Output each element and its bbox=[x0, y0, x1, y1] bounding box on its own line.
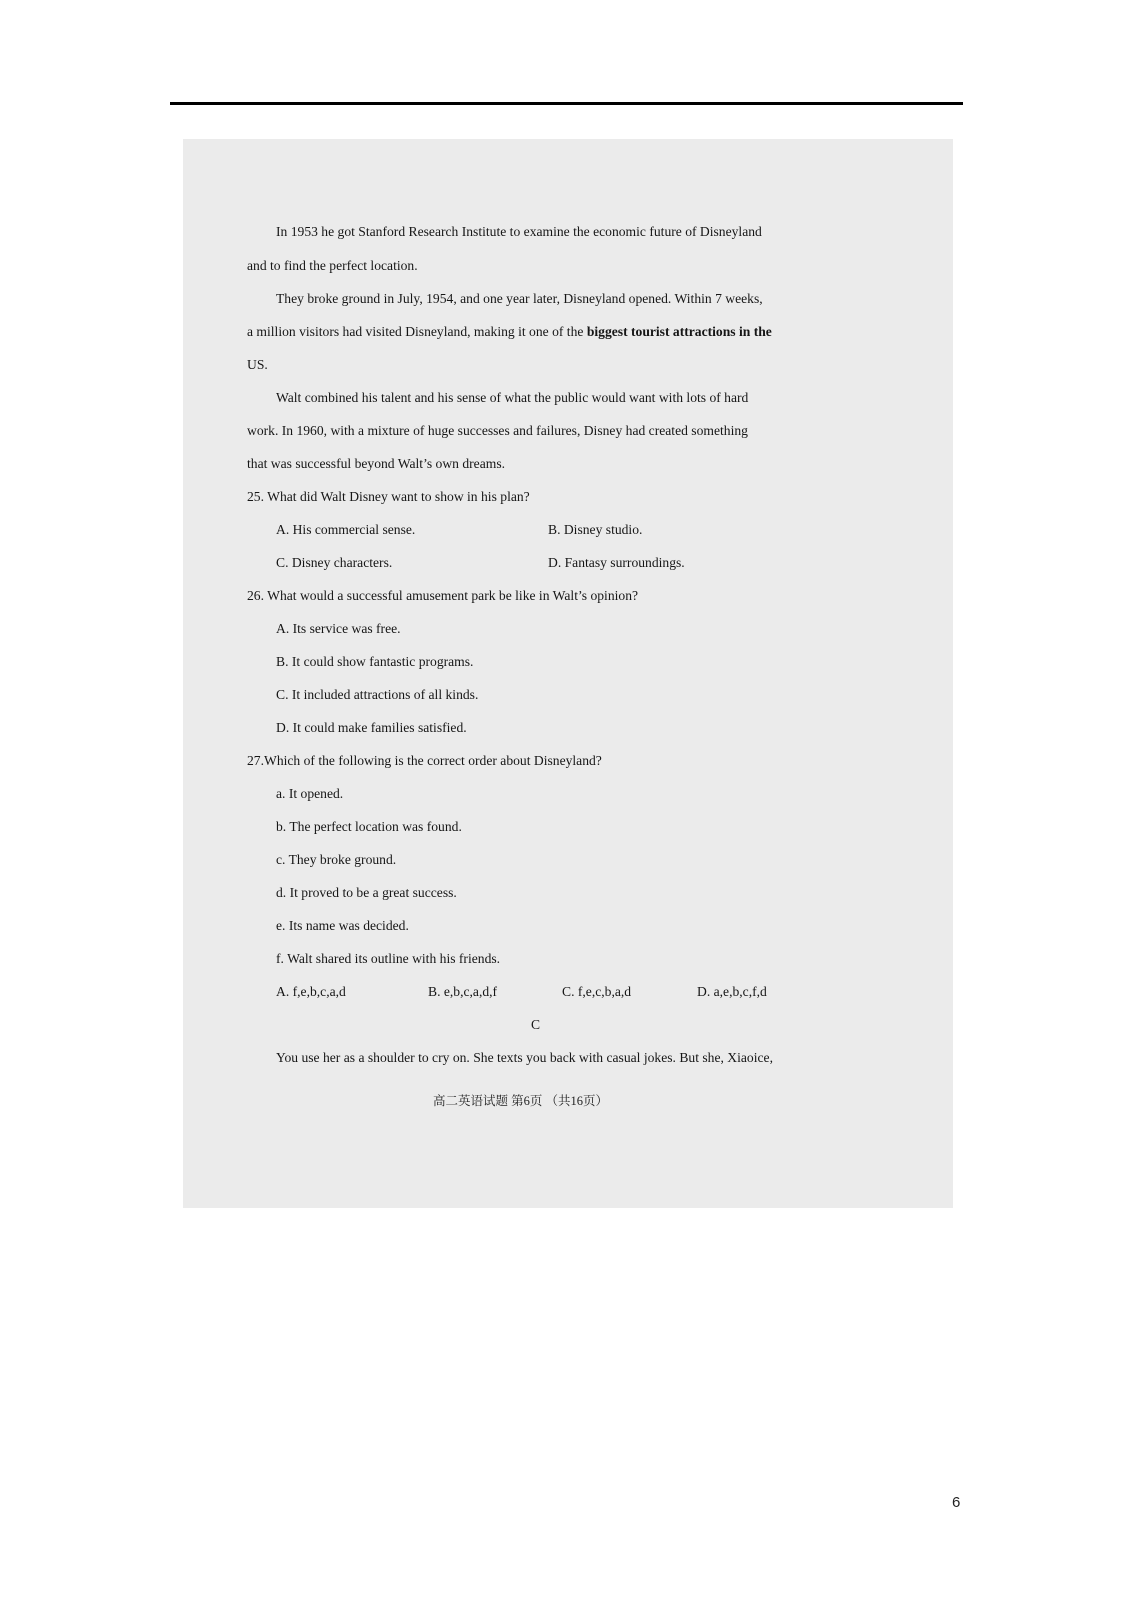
section-c-line1: You use her as a shoulder to cry on. She texts you back with casual jokes. But she, Xiaoice, bbox=[276, 1050, 773, 1065]
passage-p2-line2 bbox=[247, 324, 772, 340]
q27-option-b: B. e,b,c,a,d,f bbox=[428, 984, 498, 999]
passage-p1-line2: and to find the perfect location. bbox=[247, 258, 418, 273]
q27-stem: 27.Which of the following is the correct order about Disneyland? bbox=[247, 753, 602, 768]
q27-option-c: C. f,e,c,b,a,d bbox=[562, 984, 632, 999]
q26-option-b: B. It could show fantastic programs. bbox=[276, 654, 474, 669]
scan-footer: 高二英语试题 第6页 （共16页） bbox=[433, 1094, 609, 1108]
q25-stem: 25. What did Walt Disney want to show in his plan? bbox=[247, 489, 530, 504]
page-number: 6 bbox=[952, 1494, 961, 1511]
q27-item-c: c. They broke ground. bbox=[276, 852, 397, 867]
passage-p2-line3: US. bbox=[247, 357, 268, 372]
q27-item-a: a. It opened. bbox=[276, 786, 344, 801]
q26-option-a: A. Its service was free. bbox=[276, 621, 401, 636]
q26-stem: 26. What would a successful amusement park be like in Walt’s opinion? bbox=[247, 588, 639, 603]
passage-p2-line2-text: a million visitors had visited Disneyland, making it one of the bbox=[247, 324, 587, 339]
q25-option-a: A. His commercial sense. bbox=[276, 522, 416, 537]
q25-option-b: B. Disney studio. bbox=[548, 522, 643, 537]
q25-option-c: C. Disney characters. bbox=[276, 555, 393, 570]
q27-item-b: b. The perfect location was found. bbox=[276, 819, 462, 834]
q27-item-d: d. It proved to be a great success. bbox=[276, 885, 457, 900]
passage-p3-line1: Walt combined his talent and his sense of what the public would want with lots of hard bbox=[276, 390, 749, 405]
top-rule bbox=[170, 102, 963, 105]
passage-p3-line2: work. In 1960, with a mixture of huge successes and failures, Disney had created something bbox=[247, 423, 748, 438]
q27-option-d: D. a,e,b,c,f,d bbox=[697, 984, 767, 999]
q27-item-f: f. Walt shared its outline with his friends. bbox=[276, 951, 501, 966]
q26-option-c: C. It included attractions of all kinds. bbox=[276, 687, 479, 702]
q26-option-d: D. It could make families satisfied. bbox=[276, 720, 467, 735]
passage-p2-line2-bold: biggest tourist attractions in the bbox=[586, 324, 772, 339]
q27-option-a: A. f,e,b,c,a,d bbox=[276, 984, 346, 999]
q27-item-e: e. Its name was decided. bbox=[276, 918, 409, 933]
section-c-heading: C bbox=[531, 1017, 541, 1032]
passage-p2-line1: They broke ground in July, 1954, and one year later, Disneyland opened. Within 7 weeks, bbox=[276, 291, 763, 306]
q25-option-d: D. Fantasy surroundings. bbox=[548, 555, 685, 570]
passage-p3-line3: that was successful beyond Walt’s own dreams. bbox=[247, 456, 506, 471]
passage-p1-line1: In 1953 he got Stanford Research Institute to examine the economic future of Disneyland bbox=[276, 224, 762, 239]
